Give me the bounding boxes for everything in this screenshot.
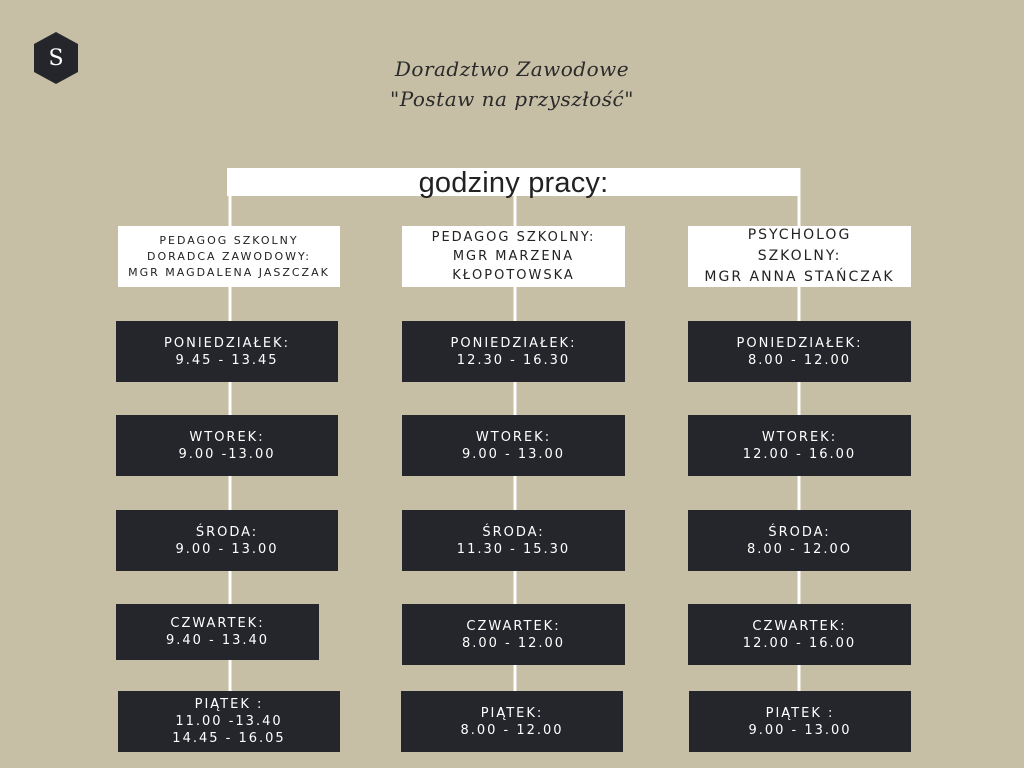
day-hours: 11.30 - 15.30 — [456, 541, 571, 557]
day-label: WTOREK: — [475, 429, 552, 445]
day-box-col3-tuesday — [688, 415, 911, 476]
day-hours: 14.45 - 16.05 — [172, 731, 286, 746]
day-label: PIĄTEK : — [765, 705, 835, 721]
day-box-col3-wednesday — [688, 510, 911, 571]
day-hours: 9.00 - 13.00 — [461, 446, 566, 462]
day-hours: 8.00 - 12.00 — [460, 722, 564, 738]
role-line: MGR MARZENA — [452, 249, 575, 264]
day-hours: 12.00 - 16.00 — [742, 635, 857, 651]
day-hours: 9.45 - 13.45 — [175, 352, 279, 368]
day-hours: 12.30 - 16.30 — [456, 352, 571, 368]
day-hours: 11.00 -13.40 — [175, 714, 283, 729]
day-label: PIĄTEK: — [480, 705, 544, 721]
day-label: WTOREK: — [189, 429, 265, 445]
day-box-col3-friday — [689, 691, 911, 752]
day-label: WTOREK: — [761, 429, 838, 445]
role-box-col3 — [688, 226, 911, 287]
logo-letter: S — [48, 46, 64, 71]
day-hours: 8.00 - 12.00 — [461, 635, 566, 651]
day-box-col1-thursday — [116, 604, 319, 660]
day-box-col2-thursday — [402, 604, 625, 665]
day-hours: 9.40 - 13.40 — [165, 633, 270, 648]
day-label: PONIEDZIAŁEK: — [736, 335, 863, 351]
header-title: Doradztwo Zawodowe — [394, 57, 630, 81]
role-line: MGR ANNA STAŃCZAK — [704, 269, 895, 285]
day-hours: 9.00 - 13.00 — [175, 541, 279, 557]
day-label: PONIEDZIAŁEK: — [450, 335, 577, 351]
role-box-col1 — [118, 226, 340, 287]
role-line: MGR MAGDALENA JASZCZAK — [128, 265, 330, 279]
day-hours: 12.00 - 16.00 — [742, 446, 857, 462]
day-label: ŚRODA: — [768, 524, 831, 540]
role-line: PEDAGOG SZKOLNY: — [431, 230, 596, 245]
day-hours: 8.00 - 12.00 — [747, 352, 852, 368]
day-label: PIĄTEK : — [194, 697, 264, 712]
day-box-col2-wednesday — [402, 510, 625, 571]
title-bar — [227, 167, 800, 199]
day-box-col3-monday — [688, 321, 911, 382]
role-line: SZKOLNY: — [757, 248, 842, 264]
day-label: CZWARTEK: — [170, 616, 265, 631]
role-line: PEDAGOG SZKOLNY — [159, 233, 299, 247]
role-line: KŁOPOTOWSKA — [452, 268, 575, 283]
day-box-col2-monday — [402, 321, 625, 382]
day-hours: 9.00 -13.00 — [178, 446, 276, 462]
role-line: DORADCA ZAWODOWY: — [147, 249, 311, 263]
day-hours: 9.00 - 13.00 — [748, 722, 852, 738]
day-label: CZWARTEK: — [466, 618, 561, 634]
day-label: PONIEDZIAŁEK: — [164, 335, 290, 351]
day-label: CZWARTEK: — [752, 618, 847, 634]
day-box-col3-thursday — [688, 604, 911, 665]
day-hours: 8.00 - 12.0O — [746, 541, 853, 557]
header-subtitle: "Postaw na przyszłość" — [390, 87, 634, 111]
day-box-col1-wednesday — [116, 510, 338, 571]
day-box-col1-friday — [118, 691, 340, 752]
role-box-col2 — [402, 226, 625, 287]
day-box-col2-tuesday — [402, 415, 625, 476]
day-box-col1-tuesday — [116, 415, 338, 476]
day-label: ŚRODA: — [195, 524, 259, 540]
role-line: PSYCHOLOG — [747, 227, 852, 243]
day-box-col1-monday — [116, 321, 338, 382]
day-label: ŚRODA: — [482, 524, 545, 540]
title-text: godziny pracy: — [418, 167, 609, 199]
day-box-col2-friday — [401, 691, 623, 752]
